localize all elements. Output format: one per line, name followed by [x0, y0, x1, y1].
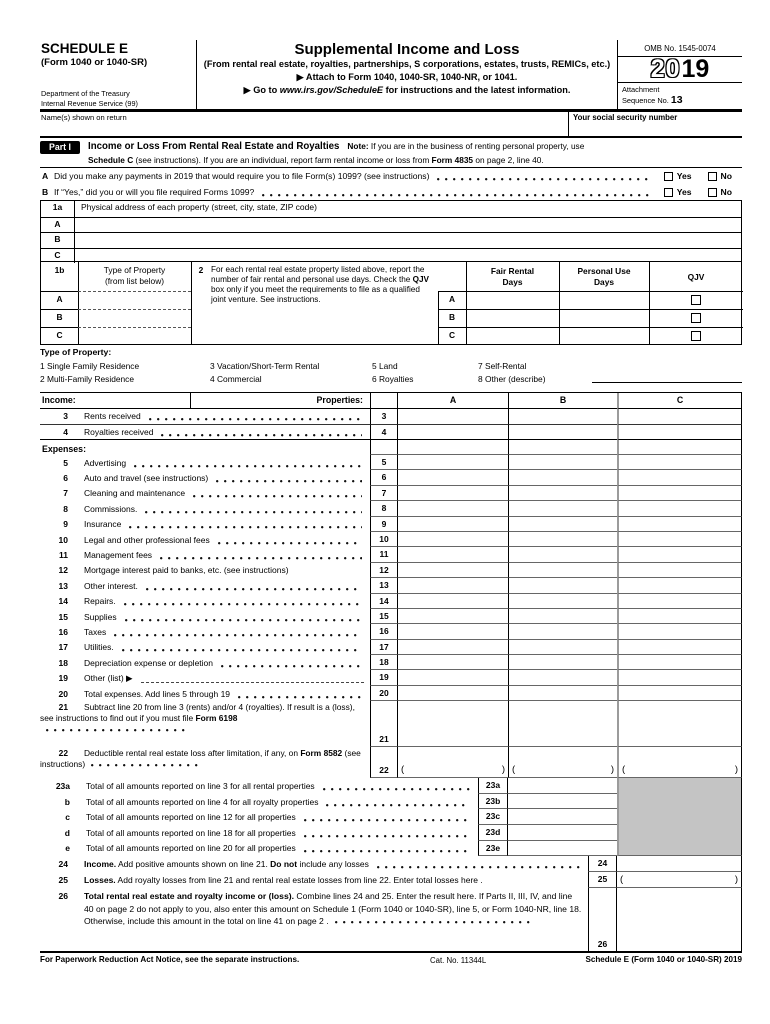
- form-subtitle: (From rental real estate, royalties, partnerships, S corporations, estates, trusts, REMICs, etc.): [203, 59, 611, 69]
- amount-field[interactable]: [617, 455, 742, 470]
- line-10-row: 10 Legal and other professional fees 10: [40, 532, 742, 547]
- dot-leader: [134, 465, 362, 468]
- amount-field[interactable]: [617, 425, 742, 441]
- type-of-property-legend: [40, 347, 742, 392]
- amount-field[interactable]: [508, 470, 617, 485]
- personal-use-days-field[interactable]: [560, 327, 649, 345]
- amount-field[interactable]: [508, 425, 617, 441]
- no-label: No: [720, 187, 732, 197]
- fair-rental-days-field[interactable]: [467, 291, 559, 309]
- properties-label: Properties:: [190, 393, 370, 409]
- legend-title: Type of Property:: [40, 347, 112, 357]
- header-left: [40, 40, 197, 109]
- fair-rental-days-field[interactable]: [467, 309, 559, 327]
- dot-leader: [238, 696, 362, 699]
- line-4-row: 4 Royalties received 4: [40, 425, 742, 441]
- irs-url: www.irs.gov/ScheduleE: [279, 85, 384, 95]
- dot-leader: [221, 665, 362, 668]
- line-17-row: 17 Utilities. 17: [40, 640, 742, 655]
- line-14-row: 14 Repairs. 14: [40, 594, 742, 609]
- amount-field[interactable]: [617, 501, 742, 516]
- dot-leader: [304, 819, 470, 822]
- personal-use-days-field[interactable]: [560, 309, 649, 327]
- line-22-row: 22 Deductible rental real estate loss after limitation, if any, on Form 8582 (see instructions) 22 ( ) ( ) ( ): [40, 747, 742, 778]
- page-footer: [40, 955, 742, 967]
- line-23d-row: d Total of all amounts reported on line 18 for all properties 23d: [40, 825, 617, 841]
- dot-leader: [46, 729, 186, 732]
- yes-label: Yes: [676, 171, 692, 181]
- amount-field[interactable]: [398, 655, 508, 670]
- amount-field[interactable]: [508, 686, 617, 701]
- header-right: [617, 40, 742, 109]
- amount-field[interactable]: [617, 409, 742, 425]
- amount-field[interactable]: [398, 594, 508, 609]
- amount-field[interactable]: [508, 594, 617, 609]
- dot-leader: [262, 194, 649, 197]
- line-7-row: 7 Cleaning and maintenance 7: [40, 486, 742, 501]
- line-13-row: 13 Other interest. 13: [40, 578, 742, 593]
- line-23e-row: e Total of all amounts reported on line 20 for all properties 23e: [40, 841, 617, 857]
- amount-field[interactable]: [617, 517, 742, 532]
- type-of-property-field[interactable]: [79, 291, 191, 309]
- amount-field[interactable]: [398, 409, 508, 425]
- dept-treasury: Department of the Treasury: [41, 89, 130, 99]
- total-income-loss-field[interactable]: [617, 888, 742, 951]
- dot-leader: [193, 495, 362, 498]
- catalog-number: Cat. No. 11344L: [430, 955, 487, 965]
- line-23a-row: 23a Total of all amounts reported on line 3 for all rental properties 23a: [40, 778, 617, 794]
- amount-field[interactable]: [398, 486, 508, 501]
- dot-leader: [122, 649, 362, 652]
- legend-item: 6 Royalties: [372, 374, 414, 384]
- income-section-label: Income:: [40, 393, 190, 409]
- amount-field[interactable]: [398, 455, 508, 470]
- dot-leader: [91, 764, 201, 767]
- dept-irs: Internal Revenue Service (99): [41, 98, 138, 108]
- questions-1099: [40, 168, 742, 200]
- amount-field[interactable]: [508, 778, 617, 794]
- question-letter: A: [42, 171, 49, 181]
- legend-item: 8 Other (describe): [478, 374, 546, 384]
- amount-field[interactable]: [398, 624, 508, 639]
- amount-field[interactable]: [398, 640, 508, 655]
- legend-item: 1 Single Family Residence: [40, 360, 140, 371]
- amount-field[interactable]: [617, 670, 742, 685]
- dot-leader: [114, 634, 362, 637]
- dot-leader: [437, 178, 649, 181]
- amount-field[interactable]: [398, 578, 508, 593]
- line-11-row: 11 Management fees 11: [40, 547, 742, 562]
- amount-field[interactable]: [508, 794, 617, 810]
- dot-leader: [161, 434, 362, 437]
- amount-field[interactable]: [617, 563, 742, 578]
- line-25-row: 25 Losses. Add royalty losses from line 21 and rental real estate losses from line 22. Enter total losses here . 25 ( ): [40, 872, 742, 888]
- fair-rental-days-field[interactable]: [467, 327, 559, 345]
- attachment-sequence: Attachment Sequence No. 13: [622, 85, 683, 107]
- amount-field[interactable]: [398, 470, 508, 485]
- dot-leader: [218, 542, 362, 545]
- paperwork-notice: For Paperwork Reduction Act Notice, see the separate instructions.: [40, 955, 300, 964]
- line-1b-number: 1b: [54, 265, 65, 275]
- property-row-B: B: [41, 232, 741, 248]
- property-row-A: A: [41, 217, 741, 233]
- line-19-row: 19 Other (list) ▶ 19: [40, 670, 742, 685]
- amount-field[interactable]: [508, 563, 617, 578]
- name-label: Name(s) shown on return: [41, 113, 127, 122]
- amount-field[interactable]: [508, 455, 617, 470]
- goto-instruction: ▶ Go to www.irs.gov/ScheduleE for instructions and the latest information.: [243, 85, 571, 95]
- dot-leader: [160, 557, 362, 560]
- header-center: [197, 40, 617, 109]
- type-of-property-header: Type of Property (from list below): [103, 265, 166, 286]
- amount-field[interactable]: [398, 563, 508, 578]
- form-header: [40, 40, 742, 112]
- dot-leader: [323, 788, 470, 791]
- tax-year: 20 19: [618, 57, 742, 83]
- amount-field[interactable]: [508, 670, 617, 685]
- amount-field[interactable]: [508, 409, 617, 425]
- no-checkbox-B[interactable]: [708, 188, 717, 197]
- type-of-property-field[interactable]: [79, 309, 191, 327]
- expenses-section-label: Expenses:: [42, 443, 87, 454]
- name-field[interactable]: [41, 122, 568, 136]
- amount-field[interactable]: [398, 425, 508, 441]
- legend-item: 3 Vacation/Short-Term Rental: [210, 360, 320, 371]
- part1-badge: Part I: [40, 141, 80, 154]
- amount-field[interactable]: [508, 640, 617, 655]
- amount-field[interactable]: [617, 470, 742, 485]
- line-23c-row: c Total of all amounts reported on line 12 for all properties 23c: [40, 809, 617, 825]
- form-reference: (Form 1040 or 1040-SR): [41, 57, 148, 68]
- name-ssn-row: [40, 112, 742, 138]
- amount-field[interactable]: [398, 670, 508, 685]
- amount-field[interactable]: [617, 655, 742, 670]
- dot-leader: [304, 835, 470, 838]
- question-text: Did you make any payments in 2019 that would require you to file Form(s) 1099? (see instructions): [54, 171, 430, 181]
- income-expense-grid: [40, 392, 742, 953]
- personal-use-days-header: Personal Use Days: [577, 266, 631, 287]
- amount-field[interactable]: [508, 486, 617, 501]
- line-8-row: 8 Commissions. 8: [40, 501, 742, 516]
- yes-checkbox-B[interactable]: [664, 188, 673, 197]
- line-12-row: 12 Mortgage interest paid to banks, etc. (see instructions) 12: [40, 563, 742, 578]
- legend-item: 5 Land: [372, 360, 398, 371]
- legend-item: 4 Commercial: [210, 374, 262, 384]
- qjv-checkbox-C[interactable]: [691, 331, 701, 341]
- legend-item: 7 Self-Rental: [478, 360, 527, 371]
- yes-label: Yes: [676, 187, 692, 197]
- question-letter: B: [42, 187, 49, 197]
- amount-field[interactable]: [508, 501, 617, 516]
- amount-field[interactable]: [617, 609, 742, 624]
- loss-amount-field[interactable]: ( ): [508, 747, 617, 778]
- amount-field[interactable]: [617, 578, 742, 593]
- attach-instruction: ▶ Attach to Form 1040, 1040-SR, 1040-NR, or 1041.: [296, 72, 518, 82]
- line-23-block: [40, 778, 742, 856]
- amount-field[interactable]: [508, 841, 617, 857]
- losses-total-field[interactable]: ( ): [617, 872, 742, 888]
- property-type-days-table: 1b Type of Property (from list below) 2 For each rental real estate property listed above, report the number of fair rental and personal use days. Check the QJV box only if you meet the requirements to file as a qualified joint venture. See instructions. Fair Rental Days Personal Use Days QJV A B C A B C: [40, 262, 742, 345]
- property-address-table: [40, 200, 742, 262]
- dot-leader: [326, 804, 470, 807]
- dot-leader: [335, 921, 535, 924]
- amount-field[interactable]: [508, 578, 617, 593]
- amount-field[interactable]: [617, 486, 742, 501]
- line-2-number: 2: [198, 265, 204, 275]
- line-20-row: 20 Total expenses. Add lines 5 through 19 20: [40, 686, 742, 701]
- amount-field[interactable]: [617, 624, 742, 639]
- amount-field[interactable]: [398, 701, 508, 747]
- personal-use-days-field[interactable]: [560, 291, 649, 309]
- amount-field[interactable]: [398, 547, 508, 562]
- question-text: If “Yes,” did you or will you file required Forms 1099?: [54, 187, 255, 197]
- amount-field[interactable]: [617, 532, 742, 547]
- column-B-header: B: [508, 393, 617, 409]
- dot-leader: [304, 850, 470, 853]
- amount-field[interactable]: [617, 547, 742, 562]
- amount-field[interactable]: [508, 809, 617, 825]
- amount-field[interactable]: [398, 532, 508, 547]
- form-edition: Schedule E (Form 1040 or 1040-SR) 2019: [585, 955, 742, 964]
- amount-field[interactable]: [398, 517, 508, 532]
- line-24-row: 24 Income. Add positive amounts shown on line 21. Do not include any losses 24: [40, 856, 742, 872]
- property-address-field[interactable]: [75, 249, 741, 264]
- question-A-row: [40, 168, 742, 184]
- line-1a-number: 1a: [41, 201, 75, 217]
- dot-leader: [129, 526, 362, 529]
- amount-field[interactable]: [508, 624, 617, 639]
- other-describe-field[interactable]: [592, 374, 742, 383]
- property-row-C: C: [41, 248, 741, 264]
- line-9-row: 9 Insurance 9: [40, 517, 742, 532]
- dot-leader: [149, 418, 362, 421]
- part1-note-label: Note:: [347, 141, 369, 151]
- amount-field[interactable]: [508, 517, 617, 532]
- qjv-header: QJV: [687, 272, 705, 282]
- line-26-row: 26 Total rental real estate and royalty income or (loss). Combine lines 24 and 25. Enter the result here. If Parts II, III, IV, and line 40 on page 2 do not apply to you, also enter this amount on Schedule 1 (Form 1040 or 1040-SR), line 5, or Form 1040-NR, line 18. Otherwise, include this amount in the total on line 41 on page 2 . 26: [40, 888, 742, 951]
- line-2-instructions: For each rental real estate property listed above, report the number of fair rental and personal use days. Check the QJV box only if you meet the requirements to file as a qualified joint venture. See instructions.: [211, 265, 430, 304]
- column-A-header: A: [398, 393, 508, 409]
- omb-number: OMB No. 1545-0074: [618, 40, 742, 57]
- amount-field[interactable]: [508, 655, 617, 670]
- qjv-checkbox-B[interactable]: [691, 313, 701, 323]
- ssn-label: Your social security number: [573, 113, 678, 122]
- shaded-area: [617, 778, 742, 856]
- schedule-title: SCHEDULE E: [41, 41, 129, 56]
- line-16-row: 16 Taxes 16: [40, 624, 742, 639]
- other-list-field[interactable]: [141, 673, 364, 683]
- amount-field[interactable]: [617, 640, 742, 655]
- dot-leader: [377, 866, 580, 869]
- question-B-row: [40, 184, 742, 200]
- column-C-header: C: [617, 393, 742, 409]
- line-18-row: 18 Depreciation expense or depletion 18: [40, 655, 742, 670]
- amount-field[interactable]: [617, 686, 742, 701]
- amount-field[interactable]: [508, 701, 617, 747]
- yes-checkbox-A[interactable]: [664, 172, 673, 181]
- fair-rental-days-header: Fair Rental Days: [490, 266, 535, 287]
- line-5-row: 5 Advertising 5: [40, 455, 742, 470]
- type-of-property-field[interactable]: [79, 327, 191, 345]
- dot-leader: [124, 603, 362, 606]
- property-address-field[interactable]: [75, 233, 741, 248]
- income-total-field[interactable]: [617, 856, 742, 872]
- no-checkbox-A[interactable]: [708, 172, 717, 181]
- line-23b-row: b Total of all amounts reported on line 4 for all royalty properties 23b: [40, 794, 617, 810]
- amount-field[interactable]: [508, 609, 617, 624]
- amount-field[interactable]: [617, 701, 742, 747]
- line-21-row: 21 Subtract line 20 from line 3 (rents) and/or 4 (royalties). If result is a (loss), see instructions to find out if you must file Form 6198 21: [40, 701, 742, 747]
- amount-field[interactable]: [398, 501, 508, 516]
- line-15-row: 15 Supplies 15: [40, 609, 742, 624]
- loss-amount-field[interactable]: ( ): [398, 747, 508, 778]
- no-label: No: [720, 171, 732, 181]
- line-6-row: 6 Auto and travel (see instructions) 6: [40, 470, 742, 485]
- property-address-field[interactable]: [75, 218, 741, 233]
- line-3-row: 3 Rents received 3: [40, 409, 742, 425]
- part1-heading: Income or Loss From Rental Real Estate and Royalties: [88, 141, 340, 152]
- amount-field[interactable]: [398, 686, 508, 701]
- line-1a-label: Physical address of each property (street, city, state, ZIP code): [81, 202, 317, 212]
- amount-field[interactable]: [508, 532, 617, 547]
- loss-amount-field[interactable]: ( ): [617, 747, 742, 778]
- dot-leader: [125, 619, 362, 622]
- amount-field[interactable]: [508, 547, 617, 562]
- legend-item: 2 Multi-Family Residence: [40, 374, 135, 384]
- dot-leader: [146, 588, 362, 591]
- amount-field[interactable]: [398, 609, 508, 624]
- qjv-checkbox-A[interactable]: [691, 295, 701, 305]
- form-title: Supplemental Income and Loss: [294, 41, 520, 58]
- part1-section-header: Part I Income or Loss From Rental Real Estate and Royalties Note: If you are in the business of renting personal property, use Schedule C (see instructions). If you are an individual, report farm rental income or loss from Form 4835 on page 2, line 40.: [40, 140, 742, 168]
- amount-field[interactable]: [508, 825, 617, 841]
- expenses-section-row: [40, 440, 742, 455]
- dot-leader: [216, 480, 362, 483]
- dot-leader: [145, 511, 362, 514]
- amount-field[interactable]: [617, 594, 742, 609]
